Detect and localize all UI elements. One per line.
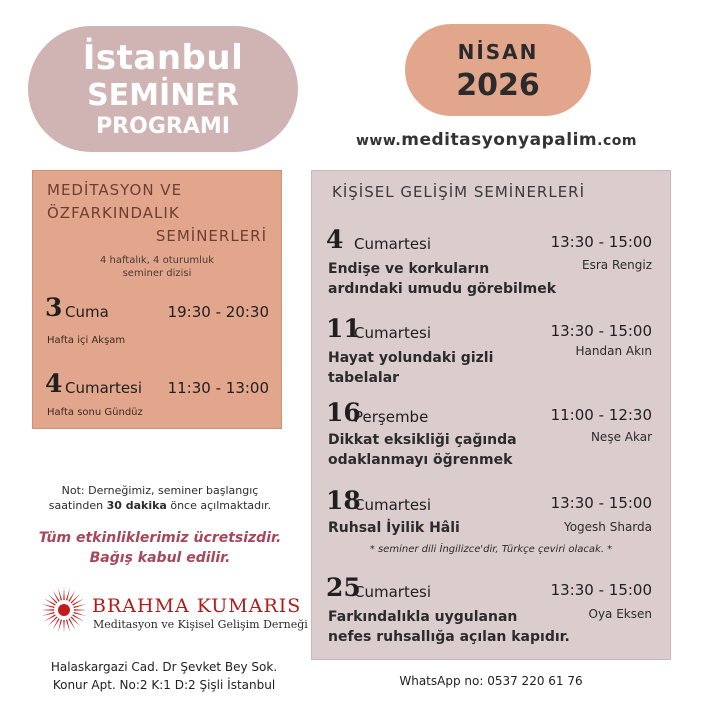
- meditation-program-box: [32, 170, 282, 429]
- logo-ray: [71, 594, 81, 604]
- logo-ray: [63, 620, 64, 633]
- session-day-number: 3: [45, 293, 63, 322]
- session-row: [45, 293, 269, 323]
- session-note: Hafta sonu Gündüz: [47, 407, 143, 418]
- session-day-name: Cuma: [65, 303, 109, 321]
- event-day-number: 25: [326, 573, 361, 602]
- note-text-pre: saatinden: [48, 499, 107, 512]
- brahma-kumaris-logo-icon: [40, 586, 88, 634]
- event-title-line1: Farkındalıkla uygulanan: [328, 609, 518, 625]
- website-suffix: .com: [597, 133, 637, 149]
- event-time: 11:00 - 12:30: [550, 406, 652, 424]
- event-speaker: Oya Eksen: [588, 607, 652, 621]
- session-time: 19:30 - 20:30: [167, 303, 269, 321]
- event-day-name: Cumartesi: [354, 235, 432, 253]
- logo-ray: [74, 609, 87, 610]
- note-text-bold: 30 dakika: [106, 499, 167, 512]
- logo-ray: [58, 588, 62, 601]
- logo-ray: [71, 617, 81, 627]
- free-events-line1: Tüm etkinliklerimiz ücretsizdir.: [38, 530, 282, 546]
- month-label: NİSAN: [457, 40, 539, 64]
- event-title-line1: Dikkat eksikliği çağında: [328, 432, 517, 448]
- session-day-number: 4: [45, 369, 63, 398]
- event-title-line2: tabelalar: [328, 370, 400, 386]
- title-programi: PROGRAMI: [96, 114, 230, 139]
- event-time: 13:30 - 15:00: [550, 233, 652, 251]
- event-day-number: 18: [326, 486, 361, 515]
- session-time: 11:30 - 13:00: [167, 379, 269, 397]
- event-language-note: * seminer dili İngilizce'dir, Türkçe çeviri olacak. *: [369, 544, 613, 555]
- event-title-line2: ardındaki umudu görebilmek: [328, 281, 557, 297]
- event-day-name: Cumartesi: [354, 324, 432, 342]
- event-title-line1: Hayat yolundaki gizli: [328, 350, 494, 366]
- session-row: [45, 369, 269, 399]
- event-day-name: Perşembe: [354, 408, 429, 426]
- logo-ray: [42, 612, 55, 616]
- title-seminer: SEMİNER: [87, 78, 239, 113]
- logo-ray: [73, 612, 86, 616]
- event-time: 13:30 - 15:00: [550, 494, 652, 512]
- left-subtitle-line2: seminer dizisi: [122, 268, 192, 279]
- event-title-line2: odaklanmayı öğrenmek: [328, 452, 513, 468]
- left-heading-line1: MEDİTASYON VE: [47, 181, 183, 199]
- opening-note-line2: [30, 499, 290, 512]
- event-day-name: Cumartesi: [354, 496, 432, 514]
- note-text-post: önce açılmaktadır.: [166, 499, 272, 512]
- right-heading: KİŞİSEL GELİŞİM SEMİNERLERİ: [332, 183, 586, 201]
- organization-name: BRAHMA KUMARIS: [92, 595, 302, 617]
- logo-ray: [63, 587, 64, 600]
- session-note: Hafta içi Akşam: [47, 335, 126, 346]
- logo-ray: [42, 604, 55, 608]
- website-prefix: www.: [356, 133, 402, 149]
- website-main: meditasyonyapalim: [401, 130, 598, 150]
- event-time: 13:30 - 15:00: [550, 322, 652, 340]
- event-day-number: 4: [326, 225, 344, 254]
- program-title-badge: [28, 26, 298, 152]
- event-time: 13:30 - 15:00: [550, 581, 652, 599]
- personal-development-program-box: [311, 170, 671, 660]
- address-line1: Halaskargazi Cad. Dr Şevket Bey Sok.: [50, 660, 278, 674]
- date-badge: [405, 24, 591, 116]
- event-speaker: Esra Rengiz: [582, 258, 652, 272]
- logo-ray: [73, 604, 86, 608]
- year-label: 2026: [456, 68, 540, 103]
- event-speaker: Neşe Akar: [590, 430, 652, 444]
- left-heading-line2: ÖZFARKINDALIK: [47, 204, 180, 222]
- event-day-name: Cumartesi: [354, 583, 432, 601]
- organization-subtitle: Meditasyon ve Kişisel Gelişim Derneği: [93, 618, 308, 631]
- title-city: İstanbul: [82, 38, 244, 78]
- free-events-line2: Bağış kabul edilir.: [89, 550, 231, 566]
- session-day-name: Cumartesi: [65, 379, 143, 397]
- event-day-number: 16: [326, 398, 361, 427]
- event-title-line1: Ruhsal İyilik Hâli: [328, 520, 460, 536]
- event-title-line2: nefes ruhsallığa açılan kapıdır.: [328, 629, 570, 645]
- logo-ray: [66, 588, 70, 601]
- logo-ray: [41, 609, 54, 610]
- opening-note-line1: Not: Derneğimiz, seminer başlangıç: [61, 484, 259, 497]
- logo-ray: [58, 619, 62, 632]
- logo-ray: [48, 594, 58, 604]
- logo-ray: [48, 617, 58, 627]
- left-heading-line3: SEMİNERLERİ: [155, 227, 267, 245]
- whatsapp-contact: WhatsApp no: 0537 220 61 76: [399, 674, 583, 688]
- event-speaker: Yogesh Sharda: [563, 520, 652, 534]
- event-day-number: 11: [326, 314, 361, 343]
- left-subtitle-line1: 4 haftalık, 4 oturumluk: [99, 255, 215, 266]
- website-link[interactable]: [356, 130, 637, 150]
- address-line2: Konur Apt. No:2 K:1 D:2 Şişli İstanbul: [52, 678, 276, 692]
- logo-ray: [66, 619, 70, 632]
- event-title-line1: Endişe ve korkuların: [328, 261, 490, 277]
- event-speaker: Handan Akın: [575, 344, 652, 358]
